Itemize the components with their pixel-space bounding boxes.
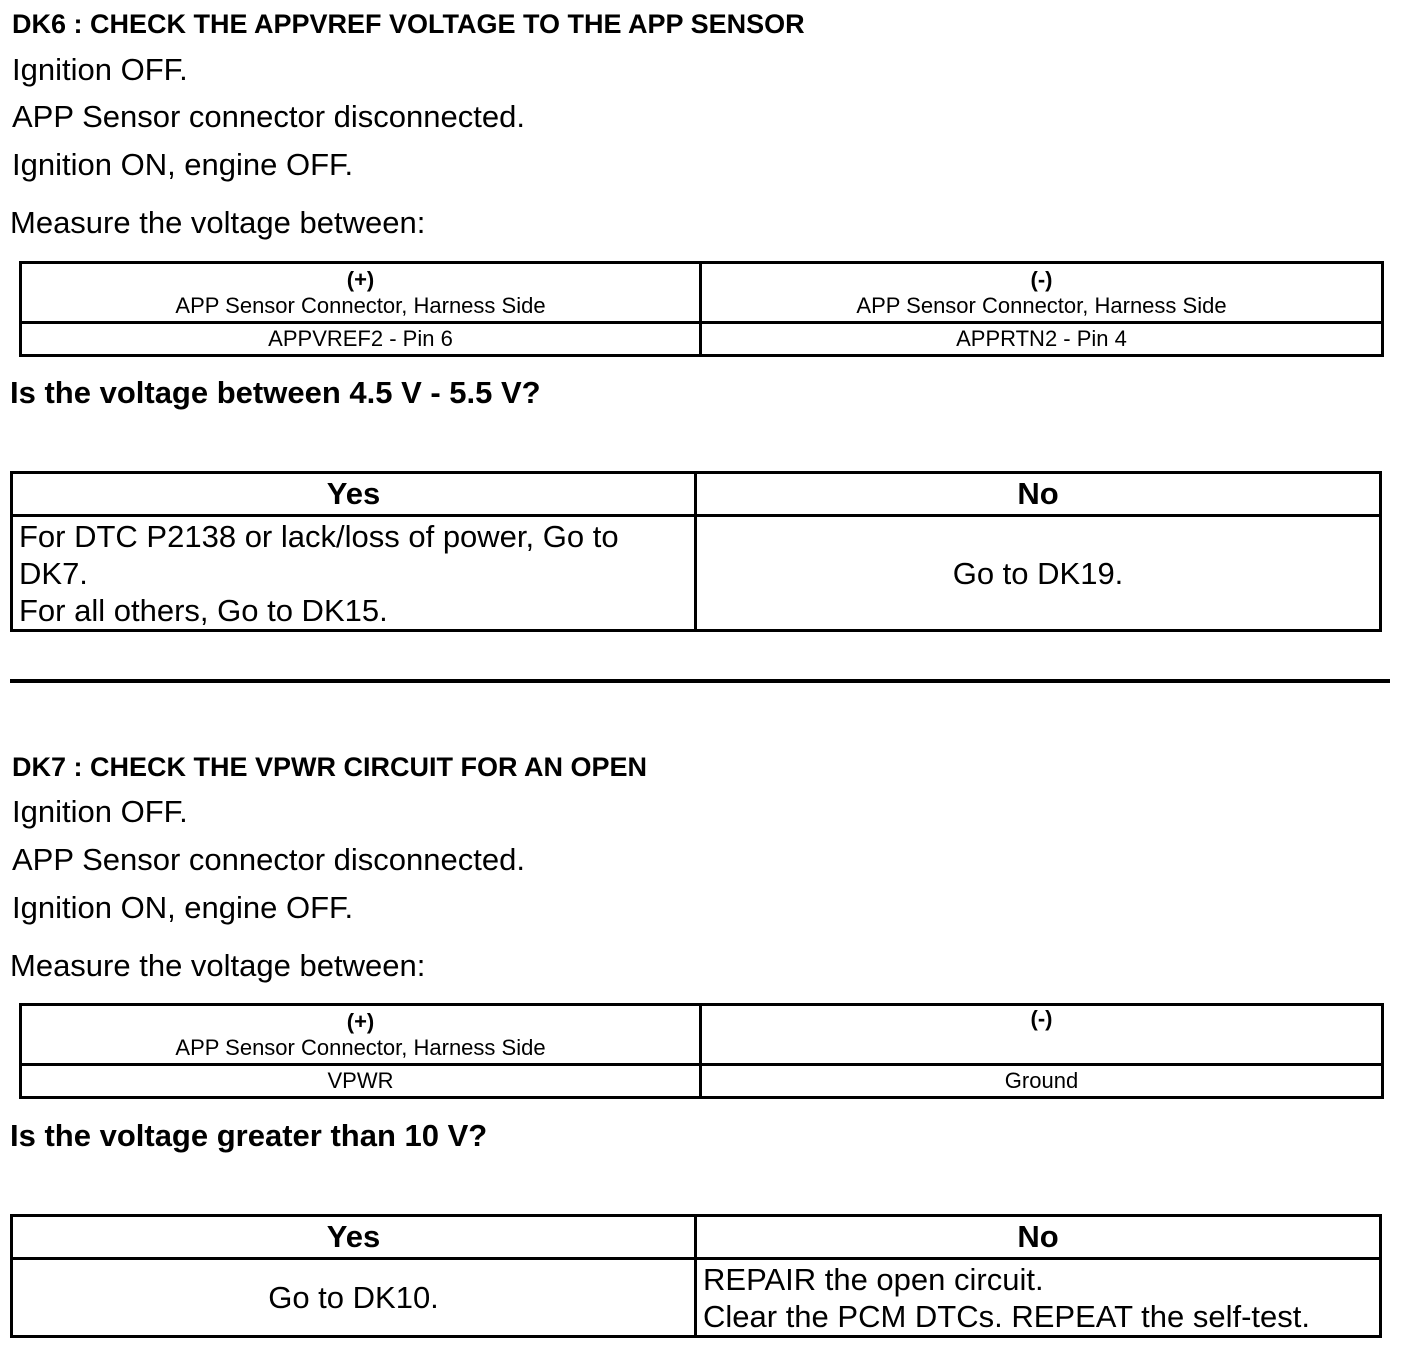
dk6-no-header: No [696,473,1381,516]
dk7-result-table [10,1214,1382,1338]
dk7-step-3: Ignition ON, engine OFF. [12,890,354,925]
dk6-minus-connector: APP Sensor Connector, Harness Side [856,292,1227,318]
dk6-yes-cell [12,516,696,631]
dk7-heading: DK7 : CHECK THE VPWR CIRCUIT FOR AN OPEN [12,752,648,782]
dk6-yes-line-2: DK7. [19,555,88,591]
dk6-heading: DK6 : CHECK THE APPVREF VOLTAGE TO THE APP SENSOR [12,9,805,39]
dk7-plus-value: VPWR [21,1065,701,1098]
dk7-minus-sign: (-) [1030,1006,1053,1031]
dk6-minus-header-cell [701,263,1383,323]
dk7-measure-label: Measure the voltage between: [10,948,426,983]
dk7-no-line-2: Clear the PCM DTCs. REPEAT the self-test. [703,1298,1310,1334]
dk7-minus-value: Ground [701,1065,1383,1098]
dk6-yes-line-3: For all others, Go to DK15. [19,592,388,628]
dk6-no-cell: Go to DK19. [696,516,1381,631]
dk6-plus-sign: (+) [346,266,375,292]
section-divider [10,679,1390,683]
dk7-plus-connector: APP Sensor Connector, Harness Side [175,1034,546,1060]
dk7-step-2: APP Sensor connector disconnected. [12,842,525,877]
dk7-minus-header-cell [701,1005,1383,1065]
dk6-minus-sign: (-) [1030,266,1053,292]
dk6-question: Is the voltage between 4.5 V - 5.5 V? [10,375,541,410]
dk6-yes-line-1: For DTC P2138 or lack/loss of power, Go to [19,518,619,554]
dk6-measure-table [19,261,1384,357]
dk7-no-cell [696,1259,1381,1337]
dk7-no-header: No [696,1216,1381,1259]
dk6-plus-header-cell [21,263,701,323]
dk6-step-2: APP Sensor connector disconnected. [12,99,525,134]
dk6-measure-label: Measure the voltage between: [10,205,426,240]
dk7-measure-table [19,1003,1384,1099]
dk7-plus-sign: (+) [346,1008,375,1034]
dk7-question: Is the voltage greater than 10 V? [10,1118,488,1153]
dk6-yes-header: Yes [12,473,696,516]
dk7-step-1: Ignition OFF. [12,794,188,829]
dk7-yes-header: Yes [12,1216,696,1259]
dk6-plus-value: APPVREF2 - Pin 6 [21,323,701,356]
dk6-result-table [10,471,1382,632]
dk7-yes-cell: Go to DK10. [12,1259,696,1337]
dk6-plus-connector: APP Sensor Connector, Harness Side [175,292,546,318]
dk7-plus-header-cell [21,1005,701,1065]
dk7-no-line-1: REPAIR the open circuit. [703,1261,1044,1297]
dk6-minus-value: APPRTN2 - Pin 4 [701,323,1383,356]
dk6-step-1: Ignition OFF. [12,52,188,87]
dk6-step-3: Ignition ON, engine OFF. [12,147,354,182]
